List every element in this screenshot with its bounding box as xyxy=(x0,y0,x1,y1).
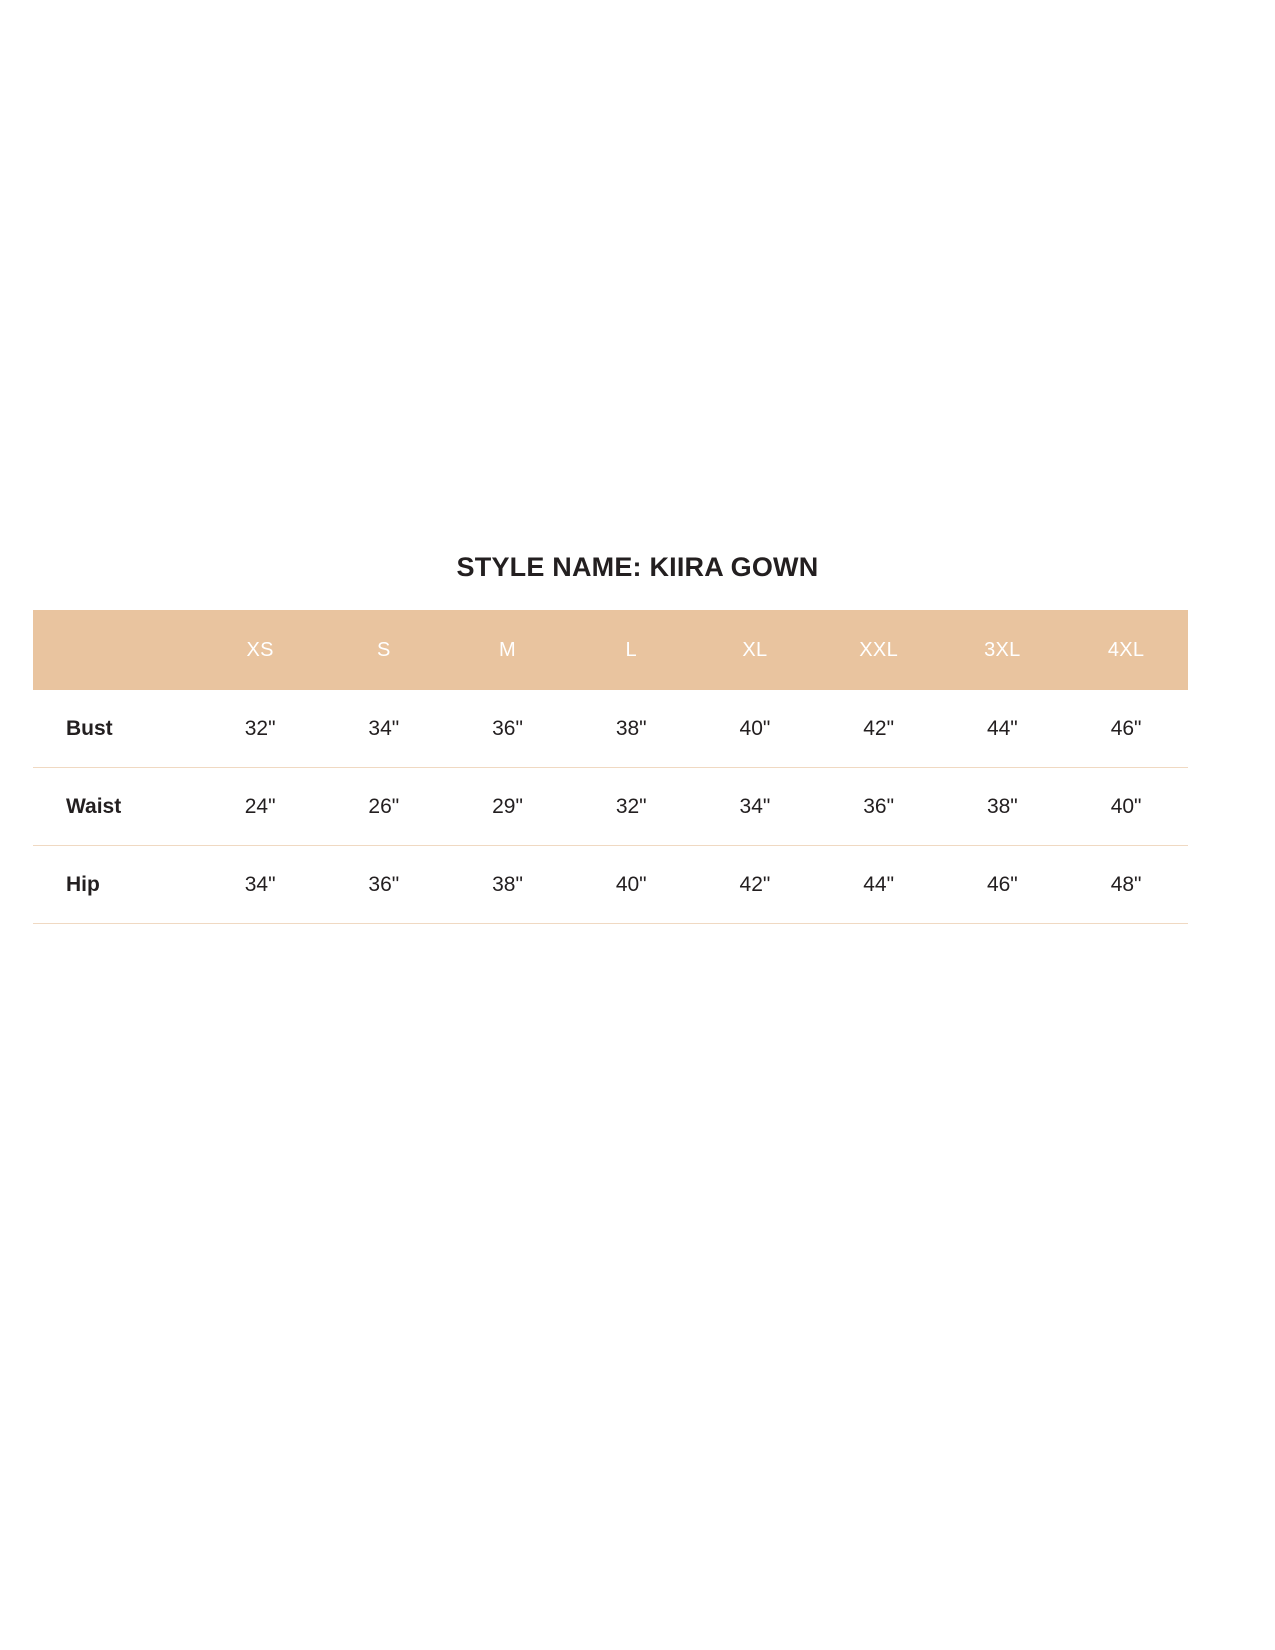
table-header xyxy=(33,610,1188,690)
cell-bust-s: 34" xyxy=(322,690,446,768)
cell-bust-l: 38" xyxy=(569,690,693,768)
cell-hip-xxl: 44" xyxy=(817,846,941,924)
table-row xyxy=(33,846,1188,924)
cell-bust-4xl: 46" xyxy=(1064,690,1188,768)
cell-waist-s: 26" xyxy=(322,768,446,846)
cell-waist-xxl: 36" xyxy=(817,768,941,846)
cell-bust-xxl: 42" xyxy=(817,690,941,768)
column-header-m: M xyxy=(446,610,570,690)
column-header-s: S xyxy=(322,610,446,690)
table-row xyxy=(33,768,1188,846)
cell-waist-xl: 34" xyxy=(693,768,817,846)
column-header-3xl: 3XL xyxy=(941,610,1065,690)
table-corner-cell xyxy=(33,610,198,690)
cell-hip-xs: 34" xyxy=(198,846,322,924)
column-header-xl: XL xyxy=(693,610,817,690)
cell-waist-4xl: 40" xyxy=(1064,768,1188,846)
table-body xyxy=(33,690,1188,924)
column-header-4xl: 4XL xyxy=(1064,610,1188,690)
cell-bust-xs: 32" xyxy=(198,690,322,768)
cell-hip-3xl: 46" xyxy=(941,846,1065,924)
cell-hip-s: 36" xyxy=(322,846,446,924)
cell-waist-m: 29" xyxy=(446,768,570,846)
column-header-xxl: XXL xyxy=(817,610,941,690)
cell-hip-4xl: 48" xyxy=(1064,846,1188,924)
cell-bust-3xl: 44" xyxy=(941,690,1065,768)
row-label-waist: Waist xyxy=(33,768,198,846)
table-row xyxy=(33,690,1188,768)
size-chart-table xyxy=(33,610,1188,924)
cell-hip-xl: 42" xyxy=(693,846,817,924)
cell-bust-xl: 40" xyxy=(693,690,817,768)
row-label-hip: Hip xyxy=(33,846,198,924)
column-header-l: L xyxy=(569,610,693,690)
cell-hip-m: 38" xyxy=(446,846,570,924)
cell-waist-l: 32" xyxy=(569,768,693,846)
cell-hip-l: 40" xyxy=(569,846,693,924)
size-chart-table-wrapper xyxy=(33,610,1188,924)
cell-waist-xs: 24" xyxy=(198,768,322,846)
table-header-row xyxy=(33,610,1188,690)
cell-bust-m: 36" xyxy=(446,690,570,768)
cell-waist-3xl: 38" xyxy=(941,768,1065,846)
column-header-xs: XS xyxy=(198,610,322,690)
row-label-bust: Bust xyxy=(33,690,198,768)
page-title: STYLE NAME: KIIRA GOWN xyxy=(456,552,819,582)
